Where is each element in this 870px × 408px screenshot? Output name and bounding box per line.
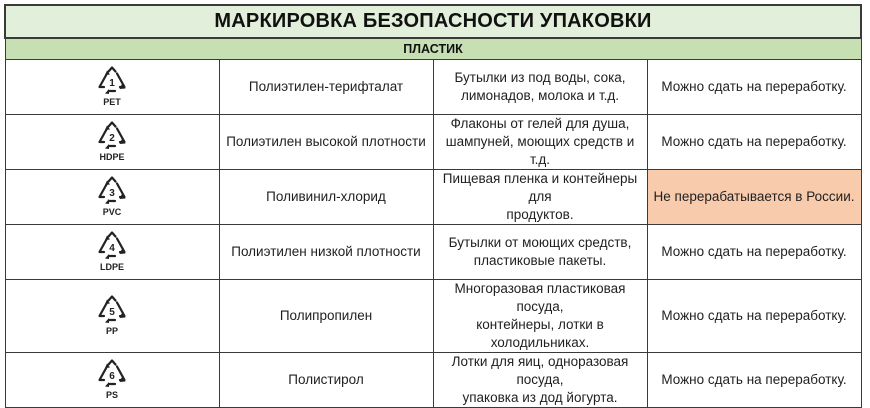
usage-line-2: контейнеры, лотки в холодильниках. [476,317,604,350]
table-title: МАРКИРОВКА БЕЗОПАСНОСТИ УПАКОВКИ [5,5,861,38]
recycle-code-cell [5,170,219,225]
usage-line-1: Бутылки из под воды, сока, [454,70,626,85]
usage-line-2: лимонадов, молока и т.д. [460,88,620,103]
recycle-status: Можно сдать на переработку. [647,353,861,408]
usage-description [433,280,647,353]
recycle-status: Можно сдать на переработку. [647,225,861,280]
recycle-code-number: 1 [109,78,115,89]
usage-line-2: продуктов. [506,207,574,222]
recycle-code-cell [5,280,219,353]
recycle-code-abbr: LDPE [99,262,125,272]
table-row [5,280,861,353]
usage-line-1: Многоразовая пластиковая посуда, [454,281,626,314]
recycle-triangle-icon [96,294,128,338]
table-row [5,353,861,408]
usage-line-2: шампуней, моющих средств и т.д. [445,134,635,167]
table-row [5,170,861,225]
recycle-triangle-icon [96,358,128,402]
recycle-code-abbr: PET [103,97,121,107]
recycle-triangle-icon [96,175,128,219]
recycle-status: Можно сдать на переработку. [647,115,861,170]
table-body [5,60,861,408]
section-header: ПЛАСТИК [5,38,861,60]
recycle-triangle-icon [96,120,128,164]
usage-line-1: Пищевая пленка и контейнеры для [442,171,638,204]
material-name: Полиэтилен высокой плотности [219,115,433,170]
table-row [5,115,861,170]
table-row [5,60,861,115]
recycling-table [4,4,862,408]
usage-description [433,60,647,115]
usage-line-1: Бутылки от моющих средств, [448,235,632,250]
usage-line-1: Лотки для яиц, одноразовая посуда, [451,354,629,387]
usage-line-2: упаковка из дод йогурта. [462,390,618,405]
recycle-code-number: 4 [109,243,115,254]
recycle-code-number: 5 [109,307,115,318]
material-name: Полиэтилен-терифталат [219,60,433,115]
usage-description [433,115,647,170]
table-row [5,225,861,280]
recycle-code-abbr: PS [105,390,119,400]
recycle-code-abbr: PVC [102,207,122,217]
usage-description [433,353,647,408]
recycle-status: Можно сдать на переработку. [647,280,861,353]
usage-description [433,170,647,225]
recycle-code-cell [5,115,219,170]
recycling-table-sheet [4,4,862,408]
material-name: Полипропилен [219,280,433,353]
recycle-triangle-icon [96,65,128,109]
recycle-code-abbr: HDPE [99,152,125,162]
recycle-code-cell [5,225,219,280]
material-name: Полистирол [219,353,433,408]
recycle-code-number: 6 [109,371,115,382]
material-name: Поливинил-хлорид [219,170,433,225]
recycle-code-number: 3 [109,188,115,199]
recycle-status: Не перерабатывается в России. [647,170,861,225]
recycle-code-abbr: PP [105,326,119,336]
usage-description [433,225,647,280]
usage-line-1: Флаконы от гелей для душа, [450,116,630,131]
recycle-status: Можно сдать на переработку. [647,60,861,115]
material-name: Полиэтилен низкой плотности [219,225,433,280]
recycle-code-cell [5,60,219,115]
usage-line-2: пластиковые пакеты. [473,253,607,268]
recycle-triangle-icon [96,230,128,274]
recycle-code-cell [5,353,219,408]
recycle-code-number: 2 [109,133,115,144]
